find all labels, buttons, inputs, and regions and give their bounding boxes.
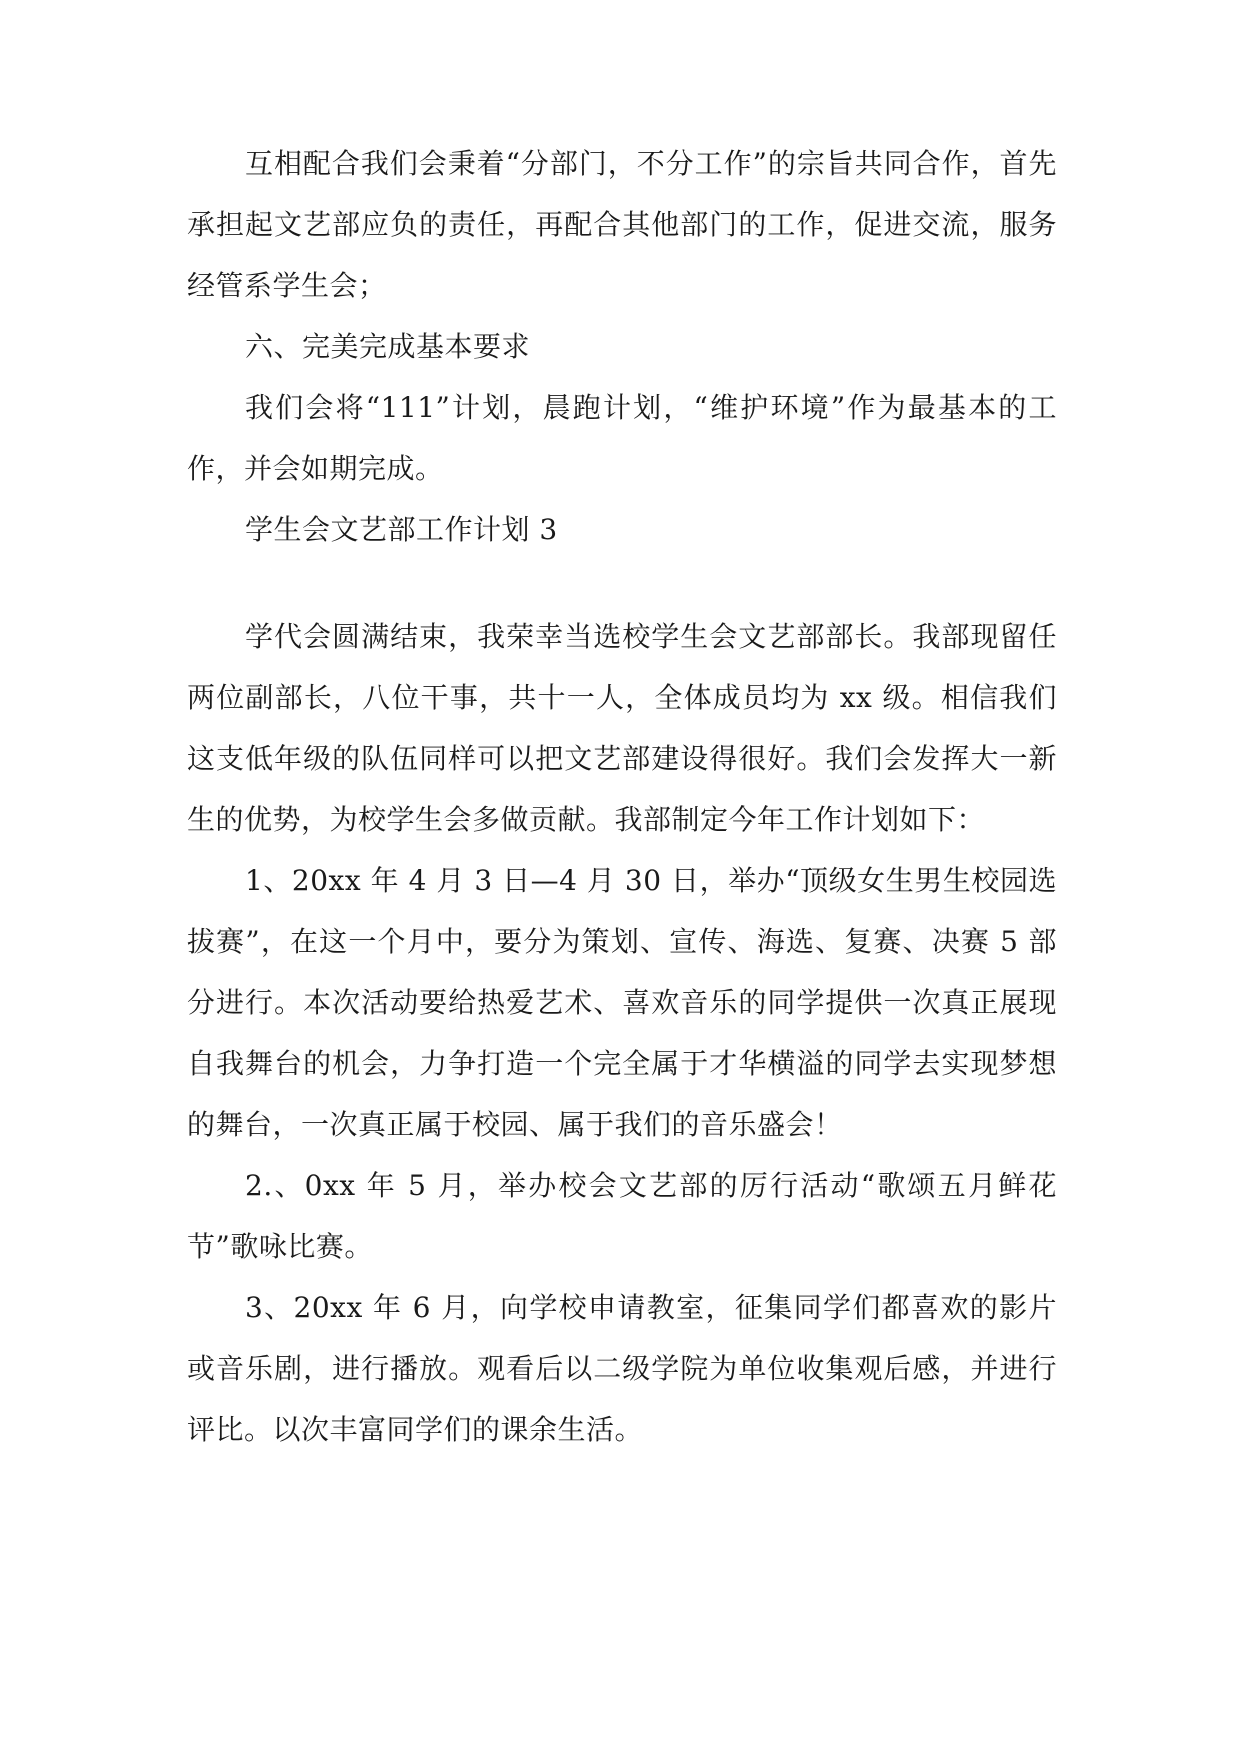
section-title-plan-3: 学生会文艺部工作计划 3 xyxy=(245,513,558,546)
paragraph-introduction: 学代会圆满结束，我荣幸当选校学生会文艺部部长。我部现留任两位副部长，八位干事，共十一人，全体成员均为 xx 级。相信我们这支低年级的队伍同样可以把文艺部建设得很好。我们会发挥大一新生的优势，为校学生会多做贡献。我部制定今年工作计划如下： xyxy=(187,620,1057,836)
list-item-2: 2.、0xx 年 5 月，举办校会文艺部的厉行活动“歌颂五月鲜花节”歌咏比赛。 xyxy=(187,1169,1057,1263)
list-item-3: 3、20xx 年 6 月，向学校申请教室，征集同学们都喜欢的影片或音乐剧，进行播放。观看后以二级学院为单位收集观后感，并进行评比。以次丰富同学们的课余生活。 xyxy=(187,1291,1057,1446)
list-item-1: 1、20xx 年 4 月 3 日—4 月 30 日，举办“顶级女生男生校园选拔赛”，在这一个月中，要分为策划、宣传、海选、复赛、决赛 5 部分进行。本次活动要给热爱艺术、喜欢音乐的同学提供一次真正展现自我舞台的机会，力争打造一个完全属于才华横溢的同学去实现梦想的舞台，一次真正属于校园、属于我们的音乐盛会！ xyxy=(187,864,1057,1141)
paragraph-basic-plans: 我们会将“111”计划，晨跑计划，“维护环境”作为最基本的工作，并会如期完成。 xyxy=(187,391,1057,485)
heading-six-basic-requirements: 六、完美完成基本要求 xyxy=(245,330,531,363)
paragraph-cooperation: 互相配合我们会秉着“分部门，不分工作”的宗旨共同合作，首先承担起文艺部应负的责任，再配合其他部门的工作，促进交流，服务经管系学生会； xyxy=(187,147,1057,302)
